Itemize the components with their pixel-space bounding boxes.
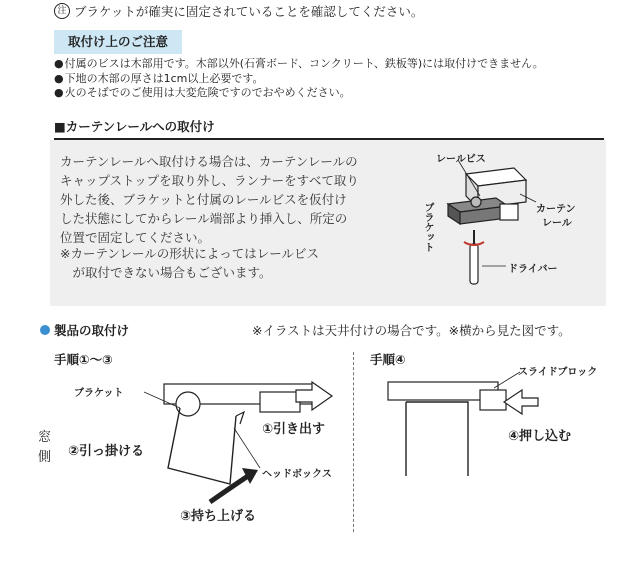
caution-list xyxy=(54,57,544,101)
para-line: 位置で固定してください。 xyxy=(60,230,211,245)
para-line: カーテンレールへ取付ける場合は、カーテンレールの xyxy=(60,154,358,169)
bullet-dot-icon xyxy=(40,325,50,335)
window-side-label xyxy=(38,428,51,468)
step-4-title: 手順④ xyxy=(370,352,406,367)
para-line: した状態にしてからレール端部より挿入し、所定の xyxy=(60,211,348,226)
window-side-char: 側 xyxy=(38,450,52,465)
step-2-label: ②引っ掛ける xyxy=(68,444,145,459)
product-install-title: 製品の取付け xyxy=(54,323,130,338)
caution-item-text: 火のそばでのご使用は大変危険ですのでおやめください。 xyxy=(64,86,351,99)
caution-item xyxy=(54,57,544,72)
label-headbox: ヘッドボックス xyxy=(262,469,332,480)
note-line: が取付できない場合もございます。 xyxy=(60,265,272,280)
caution-item xyxy=(54,86,544,101)
label-rail: レール xyxy=(542,218,572,229)
top-note-text: ブラケットが確実に固定されていることを確認してください。 xyxy=(74,4,424,19)
caution-title: 取付け上のご注意 xyxy=(54,30,182,54)
caution-item xyxy=(54,72,544,87)
product-install-heading xyxy=(40,321,129,339)
top-note xyxy=(54,2,423,20)
note-mark: 注 xyxy=(54,3,70,19)
curtain-rail-note xyxy=(60,244,370,282)
product-install-note: ※イラストは天井付けの場合です。※横から見た図です。 xyxy=(252,323,571,338)
label-driver: ドライバー xyxy=(508,264,558,275)
label-bracket-vertical: ブラケット xyxy=(422,202,433,252)
caution-item-text: 下地の木部の厚さは1cm以上必要です。 xyxy=(64,71,264,85)
label-curtain: カーテン xyxy=(536,204,576,215)
window-side-char: 窓 xyxy=(38,430,52,445)
label-bracket: ブラケット xyxy=(74,388,124,399)
section-divider xyxy=(353,352,354,532)
label-slide-block: スライドブロック xyxy=(518,367,598,378)
caution-item-text: 付属のビスは木部用です。木部以外(石膏ボード、コンクリート、鉄板等)には取付けできません。 xyxy=(64,57,544,70)
label-rail-screw: レールビス xyxy=(436,154,486,165)
para-line: 外した後、ブラケットと付属のレールビスを仮付け xyxy=(60,192,347,207)
step-4-label: ④押し込む xyxy=(508,429,572,444)
curtain-rail-heading: ■カーテンレールへの取付け xyxy=(54,118,604,140)
step-3-label: ③持ち上げる xyxy=(180,509,257,524)
step-1-label: ①引き出す xyxy=(262,422,326,437)
steps-1-3-title: 手順①〜③ xyxy=(54,352,113,367)
para-line: キャップストップを取り外し、ランナーをすべて取り xyxy=(60,173,359,188)
note-line: ※カーテンレールの形状によってはレールビス xyxy=(60,246,320,261)
curtain-rail-paragraph xyxy=(60,152,370,247)
